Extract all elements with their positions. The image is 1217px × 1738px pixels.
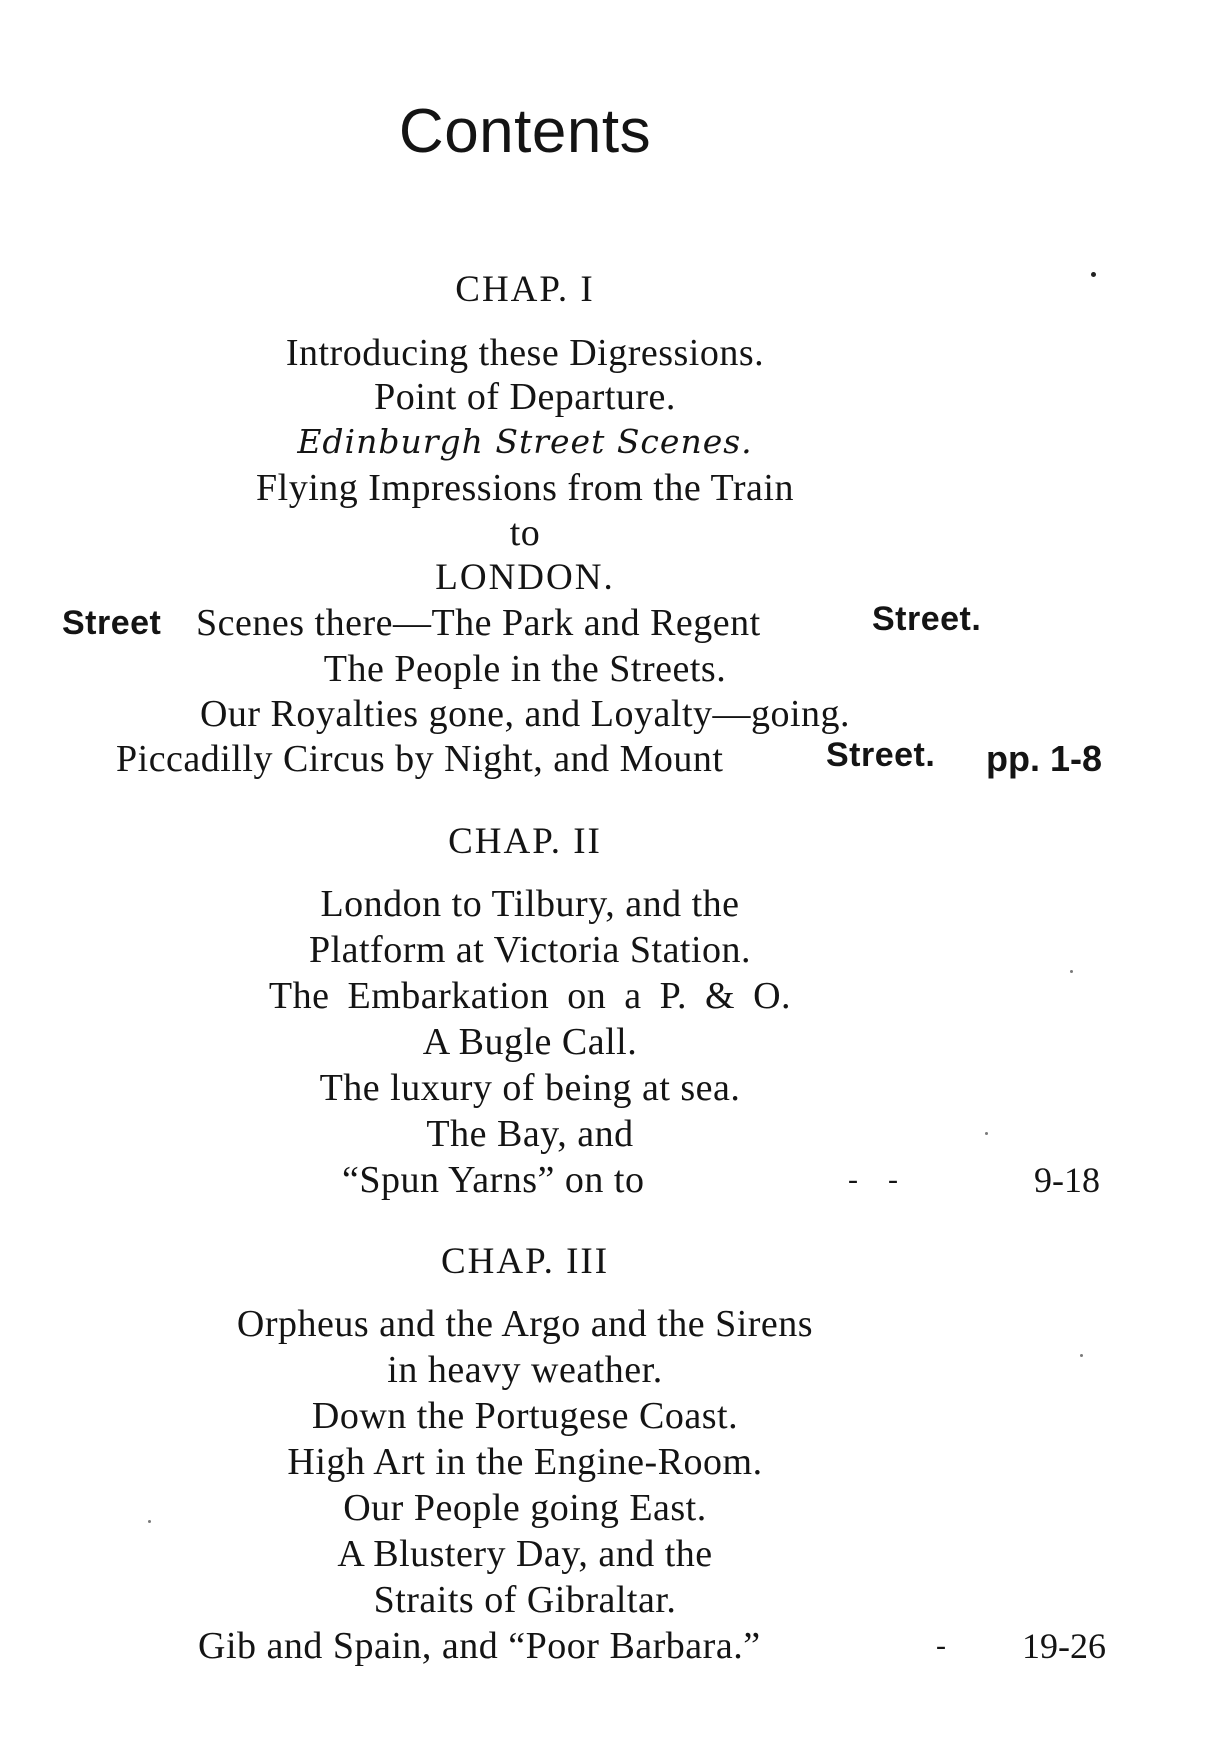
chapter-3-line-1: Orpheus and the Argo and the Sirens <box>236 1303 814 1345</box>
street-word-last: Street. <box>826 736 936 774</box>
chapter-1-line-10: Piccadilly Circus by Night, and Mount <box>116 738 724 780</box>
chapter-1-line-2: Point of Departure. <box>374 376 676 418</box>
chapter-2-heading: CHAP. II <box>448 821 602 862</box>
chapter-2-leader: - - <box>848 1163 898 1196</box>
street-word-start: Street <box>62 604 162 642</box>
chapter-3-leader: - <box>936 1629 946 1662</box>
chapter-1-line-9: Our Royalties gone, and Loyalty—going. <box>199 693 851 735</box>
chapter-3-line-4: High Art in the Engine-Room. <box>287 1441 763 1483</box>
chapter-2-line-3: The Embarkation on a P. & O. <box>268 975 792 1017</box>
chapter-2-pages: 9-18 <box>1034 1160 1100 1200</box>
chapter-2-line-6: The Bay, and <box>426 1113 634 1155</box>
chapter-1-line-1: Introducing these Digressions. <box>285 332 765 374</box>
chapter-1-pages: pp. 1-8 <box>986 738 1103 779</box>
chapter-3-line-3: Down the Portugese Coast. <box>311 1395 739 1437</box>
chapter-3-line-8: Gib and Spain, and “Poor Barbara.” <box>198 1625 761 1667</box>
street-word-end: Street. <box>872 600 982 638</box>
scan-speck <box>148 1520 151 1523</box>
chapter-3-heading: CHAP. III <box>440 1241 610 1282</box>
scan-speck <box>1070 970 1073 973</box>
scan-speck <box>985 1132 988 1135</box>
chapter-2-line-5: The luxury of being at sea. <box>319 1067 741 1109</box>
chapter-1-line-8: The People in the Streets. <box>323 648 727 690</box>
chapter-1-line-4: Flying Impressions from the Train <box>256 467 794 509</box>
chapter-2-line-2: Platform at Victoria Station. <box>308 929 752 971</box>
chapter-2-line-7: “Spun Yarns” on to <box>342 1159 645 1201</box>
chapter-1-line-5: to <box>509 512 541 554</box>
chapter-1-line-3: Edinburgh Street Scenes. <box>297 422 753 461</box>
chapter-2-line-4: A Bugle Call. <box>422 1021 638 1063</box>
chapter-2-line-1: London to Tilbury, and the <box>320 883 740 925</box>
chapter-3-line-2: in heavy weather. <box>387 1349 663 1391</box>
chapter-1-heading: CHAP. I <box>455 269 595 310</box>
chapter-3-line-6: A Blustery Day, and the <box>337 1533 713 1575</box>
chapter-3-line-5: Our People going East. <box>343 1487 707 1529</box>
page-title: Contents <box>398 97 652 166</box>
chapter-1-line-7: Scenes there—The Park and Regent <box>196 602 761 644</box>
scan-speck <box>1080 1354 1083 1357</box>
scan-speck <box>1091 272 1096 277</box>
chapter-3-pages: 19-26 <box>1022 1626 1106 1666</box>
chapter-1-line-6: LONDON. <box>435 557 615 598</box>
chapter-3-line-7: Straits of Gibraltar. <box>373 1579 677 1621</box>
